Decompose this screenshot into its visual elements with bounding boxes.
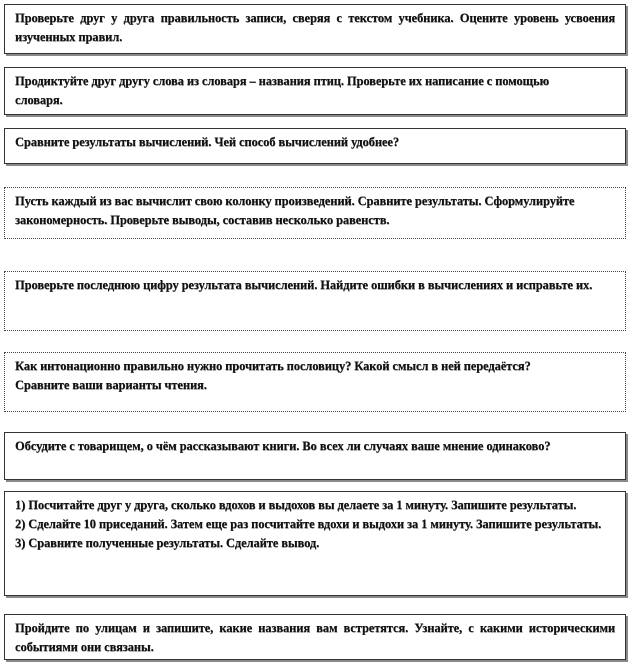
task-text: Проверьте последнюю цифру результата вычислений. Найдите ошибки в вычислениях и исправьте их.: [15, 278, 593, 292]
task-text: Проверьте друг у друга правильность записи, сверяя с текстом учебника. Оцените уровень усвоения изученных правил.: [15, 11, 615, 44]
task-card-8: [4, 491, 626, 596]
task-text: Сравните результаты вычислений. Чей способ вычислений удобнее?: [15, 135, 399, 149]
task-card-6: [4, 352, 626, 412]
task-text: Продиктуйте друг другу слова из словаря – названия птиц. Проверьте их написание с помощью словаря.: [15, 74, 549, 107]
task-text: Пройдите по улицам и запишите, какие названия вам встретятся. Узнайте, с какими историческими событиями они связаны.: [15, 621, 615, 654]
task-text: Обсудите с товарищем, о чём рассказывают книги. Во всех ли случаях ваше мнение одинаково?: [15, 439, 551, 453]
task-card-4: [4, 187, 626, 239]
task-step-2: 2) Сделайте 10 приседаний. Затем еще раз посчитайте вдохи и выдохи за 1 минуту. Запишите результаты.: [15, 517, 602, 531]
task-card-7: [4, 432, 626, 480]
task-card-5: [4, 271, 626, 331]
task-text: Как интонационно правильно нужно прочитать пословицу? Какой смысл в ней передаётся? Сравните ваши варианты чтения.: [15, 359, 531, 392]
task-text: Пусть каждый из вас вычислит свою колонку произведений. Сравните результаты. Сформулируйте закономерность. Проверьте выводы, составив несколько равенств.: [15, 194, 575, 227]
task-step-1: 1) Посчитайте друг у друга, сколько вдохов и выдохов вы делаете за 1 минуту. Запишите результаты.: [15, 498, 577, 512]
task-card-9: [4, 614, 626, 660]
task-card-2: [4, 67, 626, 115]
task-card-1: [4, 4, 626, 54]
task-step-3: 3) Сравните полученные результаты. Сделайте вывод.: [15, 536, 320, 550]
task-card-3: [4, 128, 626, 164]
